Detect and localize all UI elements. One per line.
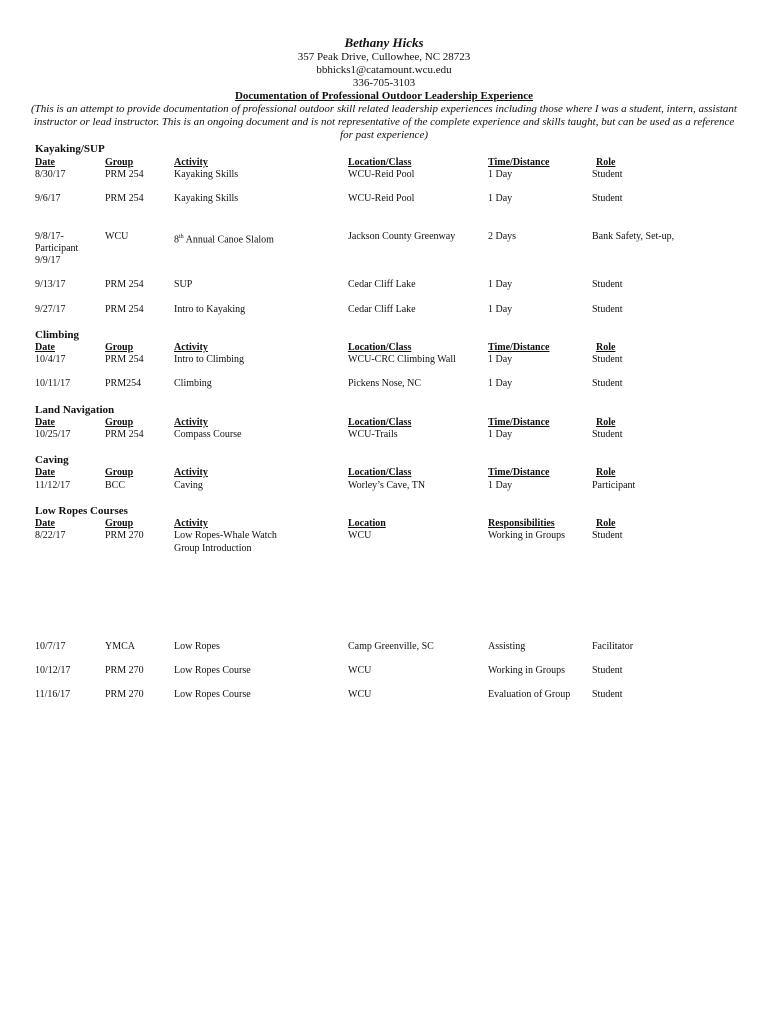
cell-role: Student bbox=[592, 665, 623, 676]
cell-responsibilities: Working in Groups bbox=[488, 665, 565, 676]
col-group: Group bbox=[105, 157, 134, 168]
cell-date: 9/6/17 bbox=[35, 193, 61, 204]
cell-date: 9/27/17 bbox=[35, 304, 66, 315]
cell-group: PRM254 bbox=[105, 378, 142, 389]
cell-group: PRM 270 bbox=[105, 530, 144, 541]
cell-date: 8/30/17 bbox=[35, 169, 66, 180]
cell-role: Student bbox=[592, 354, 623, 365]
cell-date: 10/4/17 bbox=[35, 354, 66, 365]
cell-date: 9/13/17 bbox=[35, 279, 66, 290]
col-group: Group bbox=[105, 518, 134, 529]
author-name: Bethany Hicks bbox=[344, 35, 424, 50]
col-group: Group bbox=[105, 467, 134, 478]
col-location: Location/Class bbox=[348, 417, 412, 428]
author-phone: 336-705-3103 bbox=[352, 77, 416, 89]
cell-group: YMCA bbox=[105, 641, 136, 652]
cell-group: PRM 270 bbox=[105, 665, 144, 676]
cell-role: Student bbox=[592, 193, 623, 204]
cell-date: 8/22/17 bbox=[35, 530, 66, 541]
col-time: Time/Distance bbox=[488, 157, 550, 168]
cell-responsibilities: Evaluation of Group bbox=[488, 689, 571, 700]
cell-group: PRM 254 bbox=[105, 193, 144, 204]
cell-time: 1 Day bbox=[488, 354, 513, 365]
cell-group: WCU bbox=[105, 231, 129, 242]
document-title: Documentation of Professional Outdoor Leadership Experience bbox=[234, 90, 534, 102]
cell-location: Worley’s Cave, TN bbox=[348, 480, 426, 491]
col-location: Location/Class bbox=[348, 467, 412, 478]
cell-activity: Intro to Climbing bbox=[174, 354, 244, 365]
cell-date: 11/12/17 bbox=[35, 480, 71, 491]
author-address: 357 Peak Drive, Cullowhee, NC 28723 bbox=[297, 51, 471, 63]
cell-location: WCU-Reid Pool bbox=[348, 169, 415, 180]
cell-date-line2: Participant bbox=[35, 243, 79, 254]
section-title-climbing: Climbing bbox=[35, 329, 80, 341]
cell-activity bbox=[174, 231, 274, 246]
col-role: Role bbox=[596, 417, 616, 428]
cell-time: 1 Day bbox=[488, 378, 513, 389]
cell-group: PRM 254 bbox=[105, 354, 144, 365]
cell-group: PRM 254 bbox=[105, 304, 144, 315]
cell-activity: Climbing bbox=[174, 378, 212, 389]
cell-location: Cedar Cliff Lake bbox=[348, 304, 416, 315]
cell-time: 1 Day bbox=[488, 480, 513, 491]
cell-role: Student bbox=[592, 429, 623, 440]
col-group: Group bbox=[105, 342, 134, 353]
col-time: Time/Distance bbox=[488, 467, 550, 478]
cell-activity: Low Ropes Course bbox=[174, 665, 251, 676]
cell-location: Jackson County Greenway bbox=[348, 231, 456, 242]
col-role: Role bbox=[596, 467, 616, 478]
col-activity: Activity bbox=[174, 157, 208, 168]
section-title-land-navigation: Land Navigation bbox=[35, 404, 115, 416]
cell-location: Cedar Cliff Lake bbox=[348, 279, 416, 290]
cell-date: 11/16/17 bbox=[35, 689, 71, 700]
cell-role: Student bbox=[592, 530, 623, 541]
author-email: bbhicks1@catamount.wcu.edu bbox=[316, 64, 452, 76]
cell-activity: Kayaking Skills bbox=[174, 169, 239, 180]
cell-activity: Low Ropes-Whale Watch bbox=[174, 530, 277, 541]
cell-activity: SUP bbox=[174, 279, 193, 290]
cell-role: Student bbox=[592, 378, 623, 389]
cell-location: WCU-Reid Pool bbox=[348, 193, 415, 204]
col-group: Group bbox=[105, 417, 134, 428]
cell-role: Facilitator bbox=[592, 641, 634, 652]
cell-role: Student bbox=[592, 279, 623, 290]
section-title-kayaking: Kayaking/SUP bbox=[35, 143, 105, 155]
cell-role: Participant bbox=[592, 480, 636, 491]
cell-activity: Low Ropes bbox=[174, 641, 220, 652]
section-title-caving: Caving bbox=[35, 454, 69, 466]
cell-group: PRM 254 bbox=[105, 279, 144, 290]
cell-time: 2 Days bbox=[488, 231, 517, 242]
cell-role: Student bbox=[592, 304, 623, 315]
cell-responsibilities: Assisting bbox=[488, 641, 526, 652]
cell-activity: Kayaking Skills bbox=[174, 193, 239, 204]
col-date: Date bbox=[35, 157, 55, 168]
col-location: Location/Class bbox=[348, 342, 412, 353]
cell-time: 1 Day bbox=[488, 429, 513, 440]
cell-activity: Caving bbox=[174, 480, 203, 491]
cell-location: WCU bbox=[348, 530, 372, 541]
cell-activity: Low Ropes Course bbox=[174, 689, 251, 700]
cell-activity: Compass Course bbox=[174, 429, 242, 440]
activity-number: 8 bbox=[174, 234, 179, 246]
col-role: Role bbox=[596, 157, 616, 168]
col-time: Time/Distance bbox=[488, 417, 550, 428]
cell-group: PRM 254 bbox=[105, 429, 144, 440]
cell-activity-line2: Group Introduction bbox=[174, 543, 252, 554]
cell-role: Student bbox=[592, 169, 623, 180]
cell-location: WCU bbox=[348, 689, 372, 700]
col-activity: Activity bbox=[174, 417, 208, 428]
cell-location: Camp Greenville, SC bbox=[348, 641, 434, 652]
cell-group: BCC bbox=[105, 480, 126, 491]
document-note: (This is an attempt to provide documentation of professional outdoor skill related leadership experiences including those where I was a student, intern, assistant instructor or lead instructor. This is an ongoing document and is not representative of the complete experience and skills taught, but can be used as a reference for past experience) bbox=[31, 103, 737, 141]
col-date: Date bbox=[35, 417, 55, 428]
col-date: Date bbox=[35, 518, 55, 529]
section-title-low-ropes: Low Ropes Courses bbox=[35, 505, 128, 517]
cell-time: 1 Day bbox=[488, 304, 513, 315]
cell-responsibilities: Working in Groups bbox=[488, 530, 565, 541]
cell-date: 10/7/17 bbox=[35, 641, 66, 652]
cell-date: 10/11/17 bbox=[35, 378, 71, 389]
cell-time: 1 Day bbox=[488, 169, 513, 180]
cell-location: WCU-Trails bbox=[348, 429, 398, 440]
col-activity: Activity bbox=[174, 518, 208, 529]
col-date: Date bbox=[35, 467, 55, 478]
cell-time: 1 Day bbox=[488, 193, 513, 204]
cell-group: PRM 270 bbox=[105, 689, 144, 700]
cell-date-line3: 9/9/17 bbox=[35, 255, 61, 266]
col-responsibilities: Responsibilities bbox=[488, 518, 555, 529]
cell-location: WCU bbox=[348, 665, 372, 676]
col-role: Role bbox=[596, 518, 616, 529]
cell-group: PRM 254 bbox=[105, 169, 144, 180]
cell-role: Student bbox=[592, 689, 623, 700]
activity-text: Annual Canoe Slalom bbox=[183, 234, 274, 246]
cell-location: Pickens Nose, NC bbox=[348, 378, 422, 389]
cell-date: 10/12/17 bbox=[35, 665, 71, 676]
cell-role: Bank Safety, Set-up, bbox=[592, 231, 675, 242]
col-location: Location/Class bbox=[348, 157, 412, 168]
col-time: Time/Distance bbox=[488, 342, 550, 353]
cell-activity: Intro to Kayaking bbox=[174, 304, 246, 315]
cell-date: 10/25/17 bbox=[35, 429, 71, 440]
cell-time: 1 Day bbox=[488, 279, 513, 290]
col-activity: Activity bbox=[174, 342, 208, 353]
col-date: Date bbox=[35, 342, 55, 353]
cell-location: WCU-CRC Climbing Wall bbox=[348, 354, 456, 365]
col-activity: Activity bbox=[174, 467, 208, 478]
col-location: Location bbox=[348, 518, 386, 529]
cell-date: 9/8/17- bbox=[35, 231, 64, 242]
activity-ordinal: th bbox=[179, 234, 184, 240]
col-role: Role bbox=[596, 342, 616, 353]
